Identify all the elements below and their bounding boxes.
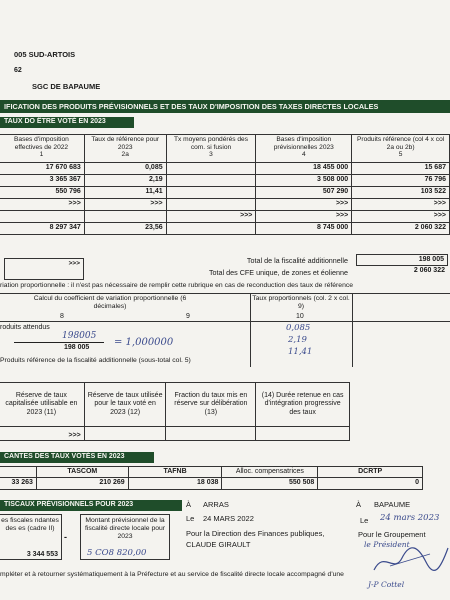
minus-sign: -: [64, 532, 67, 542]
cell: 0,085: [84, 163, 166, 175]
cell: 8 745 000: [256, 223, 352, 235]
previsionnels-bar: TISCAUX PRÉVISIONNELS POUR 2023: [0, 500, 182, 511]
hw-rate-1: 0,085: [286, 323, 311, 333]
col-header-4: Bases d'imposition prévisionnelles 2023 4: [256, 135, 352, 163]
cell: [166, 175, 256, 187]
date-left: 24 MARS 2022: [203, 514, 254, 523]
fiscales-value: 3 344 553: [26, 551, 58, 558]
cell: [84, 427, 166, 441]
reserve-header-12: Réserve de taux utilisée pour le taux voté en 2023 (12): [84, 383, 166, 427]
montant-box: [80, 514, 170, 560]
num-8: 8: [60, 313, 64, 320]
cell: 33 263: [0, 478, 36, 490]
section-title-bar: IFICATION DES PRODUITS PRÉVISIONNELS ET DES TAUX D'IMPOSITION DES TAXES DIRECTES LOCALES: [0, 100, 450, 113]
cell: >>>: [166, 211, 256, 223]
table-row: [0, 163, 450, 175]
produits-attendus-label: roduits attendus: [0, 324, 50, 331]
alloc-header-dcrtp: DCRTP: [318, 467, 423, 478]
num-10: 10: [296, 313, 304, 320]
taux-table: [0, 134, 450, 235]
cell: 11,41: [84, 187, 166, 199]
commune-code: 005 SUD-ARTOIS: [14, 50, 76, 59]
president-handwritten: le Président: [364, 540, 410, 549]
alloc-table: [0, 466, 423, 490]
cell: 103 522: [352, 187, 450, 199]
left-small-box: [4, 258, 84, 280]
cantes-bar: CANTES DES TAUX VOTÉS EN 2023: [0, 452, 154, 463]
num-9: 9: [186, 313, 190, 320]
cell: >>>: [0, 199, 84, 211]
cell: 8 297 347: [0, 223, 84, 235]
cell: 3 508 000: [256, 175, 352, 187]
cell: [166, 199, 256, 211]
hw-numerator: 198005: [62, 331, 97, 341]
total-fiscalite-label: Total de la fiscalité additionnelle: [246, 256, 348, 265]
total-cfe-label: Total des CFE unique, de zones et éolienne: [208, 268, 348, 277]
col-header-2a: Taux de référence pour 2023 2a: [84, 135, 166, 163]
alloc-header-tafnb: TAFNB: [128, 467, 222, 478]
cell: 15 687: [352, 163, 450, 175]
cell: [256, 427, 350, 441]
fiscales-box: [0, 514, 62, 560]
cell: [166, 223, 256, 235]
cell: >>>: [256, 199, 352, 211]
col-header-3: Tx moyens pondérés des com. si fusion 3: [166, 135, 256, 163]
cell: [0, 211, 84, 223]
reserve-table: [0, 382, 350, 441]
calcul-block: [0, 293, 450, 367]
cell: 550 796: [0, 187, 84, 199]
department-code: 62: [14, 67, 22, 74]
cell: 0: [318, 478, 423, 490]
cell: >>>: [0, 427, 84, 441]
montant-handwritten: 5 CO8 820,00: [87, 548, 147, 558]
cell: 3 365 367: [0, 175, 84, 187]
signature-name-handwritten: J-P Cottel: [368, 580, 405, 589]
cell: >>>: [256, 211, 352, 223]
cell: [166, 427, 256, 441]
alloc-header-tascom: TASCOM: [36, 467, 128, 478]
cell: 2 060 322: [352, 223, 450, 235]
cell: [84, 211, 166, 223]
reserve-header-14: (14) Durée retenue en cas d'intégration progressive des taux: [256, 383, 350, 427]
table-row: [0, 175, 450, 187]
mark: >>>: [68, 260, 80, 267]
le-left: Le: [186, 514, 195, 523]
col8-label: Calcul du coefficient de variation proportionnelle (6 décimales): [33, 295, 187, 310]
city-right: BAPAUME: [374, 500, 411, 509]
groupement-label: Pour le Groupement: [358, 530, 426, 539]
table-row: [0, 211, 450, 223]
cell: 18 038: [128, 478, 222, 490]
reserve-header-11: Réserve de taux capitalisée utilisable en 2023 (11): [0, 383, 84, 427]
cell: 18 455 000: [256, 163, 352, 175]
le-right: Le: [360, 516, 369, 525]
footer-note: mpléter et à retourner systématiquement à la Préfecture et au service de fiscalité directe locale accompagné d'une: [0, 571, 344, 578]
table-row: [0, 187, 450, 199]
cell: >>>: [84, 199, 166, 211]
cell: [166, 163, 256, 175]
cell: 23,56: [84, 223, 166, 235]
produits-ref-label: Produits référence de la fiscalité additionnelle (sous-total col. 5): [0, 357, 191, 364]
city-left: ARRAS: [203, 500, 229, 509]
col10-label: Taux proportionnels (col. 2 x col. 9): [252, 295, 350, 310]
cell: [0, 467, 36, 478]
table-header-row: [0, 135, 450, 163]
service-label: SGC DE BAPAUME: [32, 82, 101, 91]
denominator: 198 005: [64, 344, 90, 351]
taux-bar: TAUX DO ÊTRE VOTÉ EN 2023: [0, 117, 134, 128]
cell: 17 670 683: [0, 163, 84, 175]
cell: 2,19: [84, 175, 166, 187]
col-header-5: Produits référence (col 4 x col 2a ou 2b) 5: [352, 135, 450, 163]
hw-result: = 1,000000: [114, 337, 174, 348]
variation-note: riation proportionnelle : il n'est pas nécessaire de remplir cette rubrique en cas de reconduction des taux de référence: [0, 282, 354, 289]
cell: 76 796: [352, 175, 450, 187]
hw-rate-3: 11,41: [288, 347, 313, 357]
date-right-handwritten: 24 mars 2023: [380, 513, 440, 523]
cell: 210 269: [36, 478, 128, 490]
hw-rate-2: 2,19: [288, 335, 307, 345]
cell: 550 508: [222, 478, 318, 490]
reserve-header-13: Fraction du taux mis en réserve sur délibération (13): [166, 383, 256, 427]
table-row: [0, 199, 450, 211]
cell: [166, 187, 256, 199]
montant-label: Montant prévisionnel de la fiscalité directe locale pour 2023: [84, 517, 166, 540]
a-left: À: [186, 500, 192, 509]
alloc-header-compensatrices: Alloc. compensatrices: [222, 467, 318, 478]
a-right: À: [356, 500, 362, 509]
total-cfe-value: 2 060 322: [413, 267, 445, 274]
signer-name: CLAUDE GIRAULT: [186, 540, 251, 549]
cell: 507 290: [256, 187, 352, 199]
total-fiscalite-value: 198 005: [356, 254, 448, 266]
fiscales-label: es fiscales ndantes des es (cadre II): [1, 517, 59, 532]
cell: >>>: [352, 211, 450, 223]
table-row: [0, 223, 450, 235]
cell: >>>: [352, 199, 450, 211]
direction-label: Pour la Direction des Finances publiques,: [186, 529, 325, 538]
col-header-1: Bases d'imposition effectives de 2022 1: [0, 135, 84, 163]
